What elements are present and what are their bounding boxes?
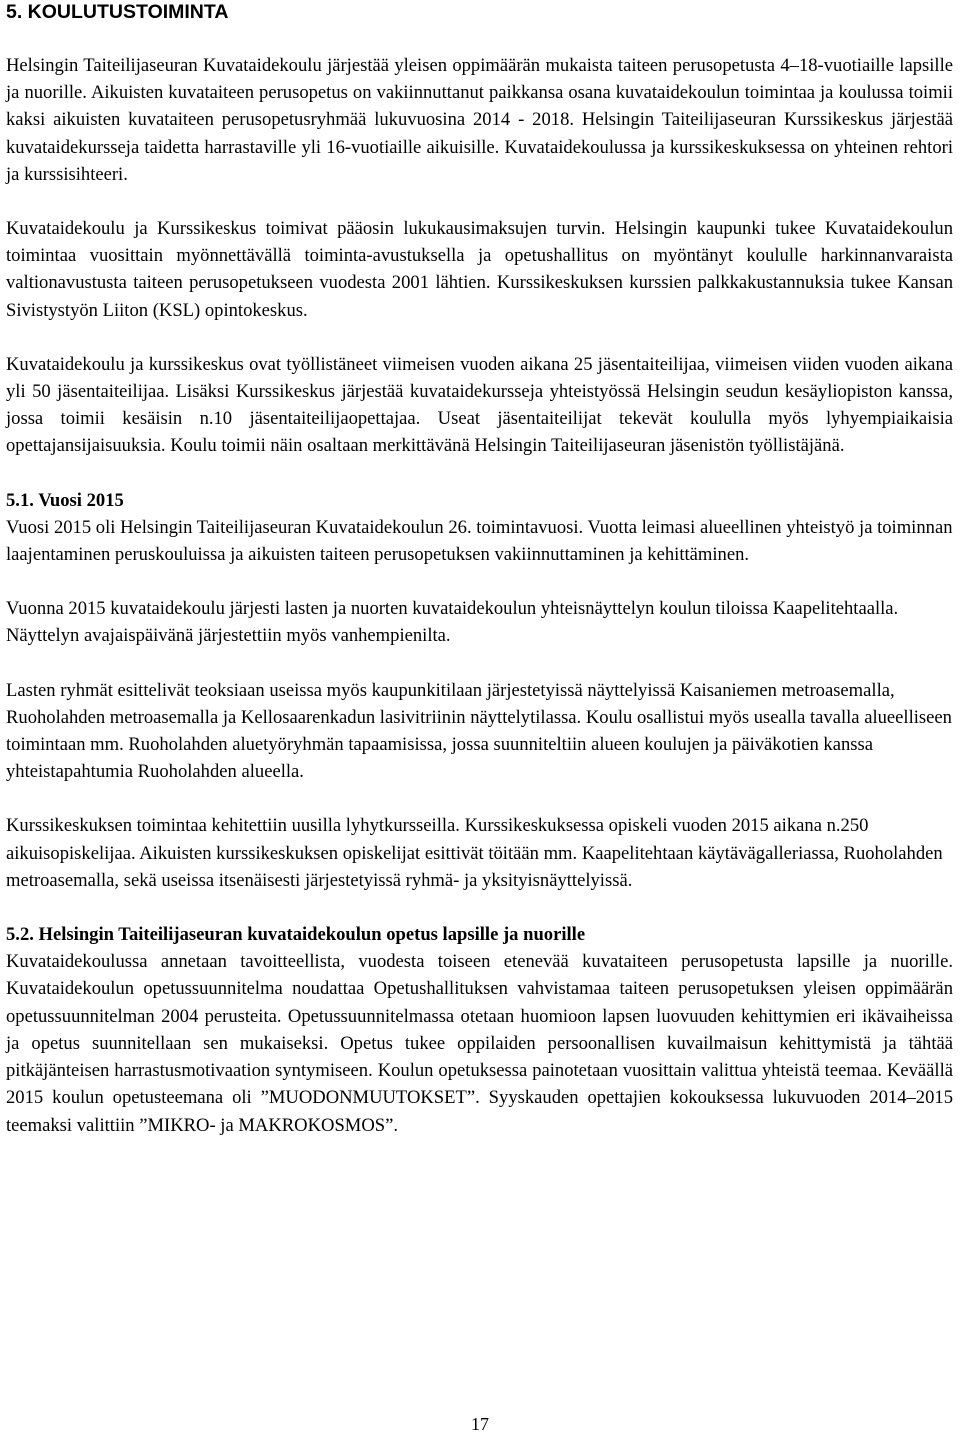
spacer bbox=[6, 568, 953, 595]
subsection-heading-teaching: 5.2. Helsingin Taiteilijaseuran kuvataidekoulun opetus lapsille ja nuorille bbox=[6, 924, 586, 946]
paragraph-teaching: Kuvataidekoulussa annetaan tavoitteellista, vuodesta toiseen etenevää kuvataiteen perusopetusta lapsille ja nuorille. Kuvataidekoulun opetussuunnitelma noudattaa Opetushallituksen vahvistamaa taiteen perusopetuksen yleisen oppimäärän opetussuunnitelman 2004 perusteita. Opetussuunnitelmassa otetaan huomioon lapsen luovuuden kehittymien eri ikävaiheissa ja opetus suunnitellaan sen mukaiseksi. Opetus tukee oppilaiden persoonallisen kuvailmaisun kehittymistä ja tähtää pitkäjänteisen harrastusmotivaation syntymiseen. Koulun opetuksessa painotetaan vuosittain valittua yhteistä teemaa. Keväällä 2015 koulun opetusteemana oli ”MUODONMUUTOKSET”. Syyskauden opettajien kokouksessa lukuvuoden 2014–2015 teemaksi valittiin ”MIKRO- ja MAKROKOSMOS”. bbox=[6, 951, 953, 1136]
subsection-heading-2015: 5.1. Vuosi 2015 bbox=[6, 489, 124, 511]
paragraph-year-2015: Vuosi 2015 oli Helsingin Taiteilijaseuran Kuvataidekoulun 26. toimintavuosi. Vuotta leimasi alueellinen yhteistyö ja toiminnan laajentaminen peruskouluissa ja aikuisten taiteen perusopetuksen vakiinnuttaminen ja kehittäminen. bbox=[6, 516, 953, 566]
spacer bbox=[6, 188, 953, 215]
paragraph-course-center: Kurssikeskuksen toimintaa kehitettiin uusilla lyhytkursseilla. Kurssikeskuksessa opiskeli vuoden 2015 aikana n.250 aikuisopiskelijaa. Aikuisten kurssikeskuksen opiskelijat esittivät töitään mm. Kaapelitehtaan käytävägalleriassa, Ruoholahden metroasemalla, sekä useissa itsenäisesti järjestetyissä ryhmä- ja yksityisnäyttelyissä. bbox=[6, 815, 943, 891]
spacer bbox=[6, 894, 953, 921]
spacer bbox=[6, 24, 953, 52]
spacer bbox=[6, 460, 953, 487]
page-number: 17 bbox=[471, 1414, 489, 1434]
paragraph-employment: Kuvataidekoulu ja kurssikeskus ovat työllistäneet viimeisen vuoden aikana 25 jäsentaiteilijaa, viimeisen viiden vuoden aikana yli 50 jäsentaiteilijaa. Lisäksi Kurssikeskus järjestää kuvataidekursseja yhteistyössä Helsingin seudun kesäyliopiston kanssa, jossa toimii kesäisin n.10 jäsentaiteilijaopettajaa. Useat jäsentaiteilijat tekevät koululla myös lyhyempiaikaisia opettajansijaisuuksia. Koulu toimii näin osaltaan merkittävänä Helsingin Taiteilijaseuran jäsenistön työllistäjänä. bbox=[6, 353, 953, 457]
document-page bbox=[6, 0, 953, 1139]
spacer bbox=[6, 785, 953, 812]
paragraph-exhibition: Vuonna 2015 kuvataidekoulu järjesti lasten ja nuorten kuvataidekoulun yhteisnäyttelyn koulun tiloissa Kaapelitehtaalla. Näyttelyn avajaispäivänä järjestettiin myös vanhempienilta. bbox=[6, 598, 899, 647]
spacer bbox=[6, 650, 953, 677]
section-heading: 5. KOULUTUSTOIMINTA bbox=[6, 1, 229, 23]
paragraph-intro: Helsingin Taiteilijaseuran Kuvataidekoulu järjestää yleisen oppimäärän mukaista taiteen perusopetusta 4–18-vuotiaille lapsille ja nuorille. Aikuisten kuvataiteen perusopetus on vakiinnuttanut paikkansa osana kuvataidekoulun toimintaa ja koulussa toimii kaksi aikuisten kuvataiteen perusopetusryhmää lukuvuosina 2014 - 2018. Helsingin Taiteilijaseuran Kurssikeskus järjestää kuvataidekursseja taidetta harrastaville yli 16-vuotiaille aikuisille. Kuvataidekoulussa ja kurssikeskuksessa on yhteinen rehtori ja kurssisihteeri. bbox=[6, 55, 953, 185]
spacer bbox=[6, 324, 953, 351]
paragraph-funding: Kuvataidekoulu ja Kurssikeskus toimivat pääosin lukukausimaksujen turvin. Helsingin kaupunki tukee Kuvataidekoulun toimintaa vuosittain myönnettävällä toiminta-avustuksella ja opetushallitus on myöntänyt koululle harkinnanvaraista valtionavustusta taiteen perusopetukseen vuodesta 2001 lähtien. Kurssikeskuksen kurssien palkkakustannuksia tukee Kansan Sivistystyön Liiton (KSL) opintokeskus. bbox=[6, 218, 953, 321]
paragraph-children-groups: Lasten ryhmät esittelivät teoksiaan useissa myös kaupunkitilaan järjestetyissä näyttelyissä Kaisaniemen metroasemalla, Ruoholahden metroasemalla ja Kellosaarenkadun lasivitriinin näyttelytilassa. Koulu osallistui myös usealla tavalla alueelliseen toimintaan mm. Ruoholahden aluetyöryhmän tapaamisissa, jossa suunniteltiin alueen koulujen ja päiväkotien kanssa yhteistapahtumia Ruoholahden alueella. bbox=[6, 679, 952, 783]
